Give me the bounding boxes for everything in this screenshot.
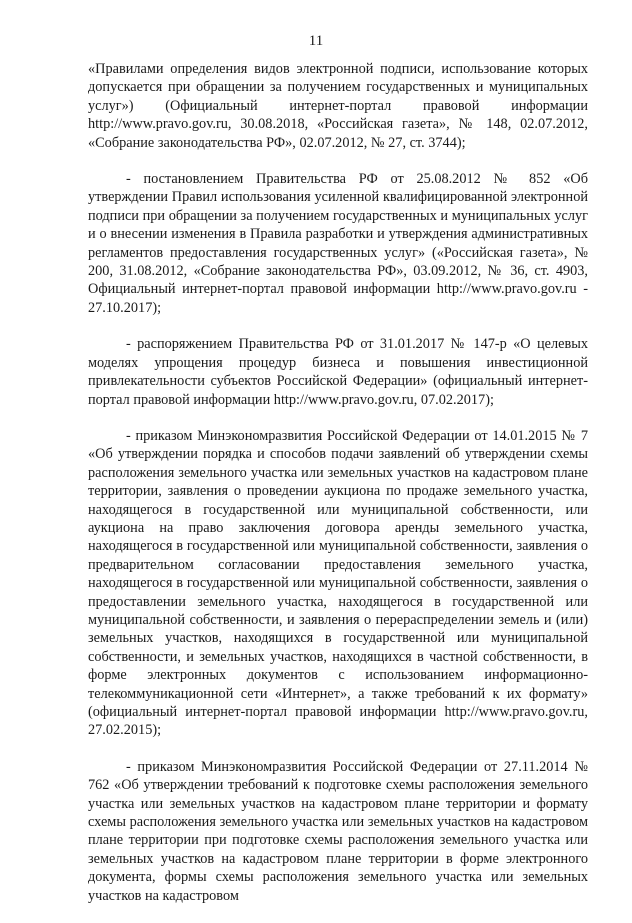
paragraph-continuation: «Правилами определения видов электронной подписи, использование которых допускается при обращении за получением государственных и муниципальных услуг») (Официальный интернет-портал правовой информации http://www.pravo.gov.ru, 30.08.2018, «Российская газета», № 148, 02.07.2012, «Собрание законодательства РФ», 02.07.2012, № 27, ст. 3744); xyxy=(88,61,588,151)
document-body xyxy=(88,60,588,923)
paragraph-order-7: - приказом Минэкономразвития Российской Федерации от 14.01.2015 № 7 «Об утверждении порядка и способов подачи заявлений об утверждении схемы расположения земельного участка или земельных участков на кадастровом плане территории, заявления о проведении аукциона по продаже земельного участка, находящегося в государственной или муниципальной собственности, или аукциона на право заключения договора аренды земельного участка, находящегося в государственной или муниципальной собственности, заявления о предварительном согласовании предоставления земельного участка, находящегося в государственной или муниципальной собственности, заявления о предоставлении земельного участка, находящегося в государственной или муниципальной собственности, и заявления о перераспределении земель и (или) земельных участков, находящихся в государственной или муниципальной собственности, и земельных участков, находящихся в частной собственности, в форме электронных документов с использованием информационно-телекоммуникационной сети «Интернет», а также требований к их формату» (официальный интернет-портал правовой информации http://www.pravo.gov.ru, 27.02.2015); xyxy=(88,427,588,739)
paragraph-order-147r: - распоряжением Правительства РФ от 31.01.2017 № 147-р «О целевых моделях упрощения процедур бизнеса и повышения инвестиционной привлекательности субъектов Российской Федерации» (официальный интернет-портал правовой информации http://www.pravo.gov.ru, 07.02.2017); xyxy=(88,336,588,408)
paragraph-order-762: - приказом Минэкономразвития Российской Федерации от 27.11.2014 № 762 «Об утверждении требований к подготовке схемы расположения земельного участка или земельных участков на кадастровом плане территории и формату схемы расположения земельного участка или земельных участков на кадастровом плане территории при подготовке схемы расположения земельного участка или земельных участков на кадастровом плане территории в форме электронного документа, формы схемы расположения земельного участка или земельных участков на кадастровом xyxy=(88,758,588,904)
page-number: 11 xyxy=(308,33,324,49)
paragraph-decree-852: - постановлением Правительства РФ от 25.08.2012 № 852 «Об утверждении Правил использования усиленной квалифицированной электронной подписи при обращении за получением государственных и муниципальных услуг и о внесении изменения в Правила разработки и утверждения административных регламентов предоставления государственных услуг» («Российская газета», № 200, 31.08.2012, «Собрание законодательства РФ», 03.09.2012, № 36, ст. 4903, Официальный интернет-портал правовой информации http://www.pravo.gov.ru - 27.10.2017); xyxy=(88,171,588,316)
